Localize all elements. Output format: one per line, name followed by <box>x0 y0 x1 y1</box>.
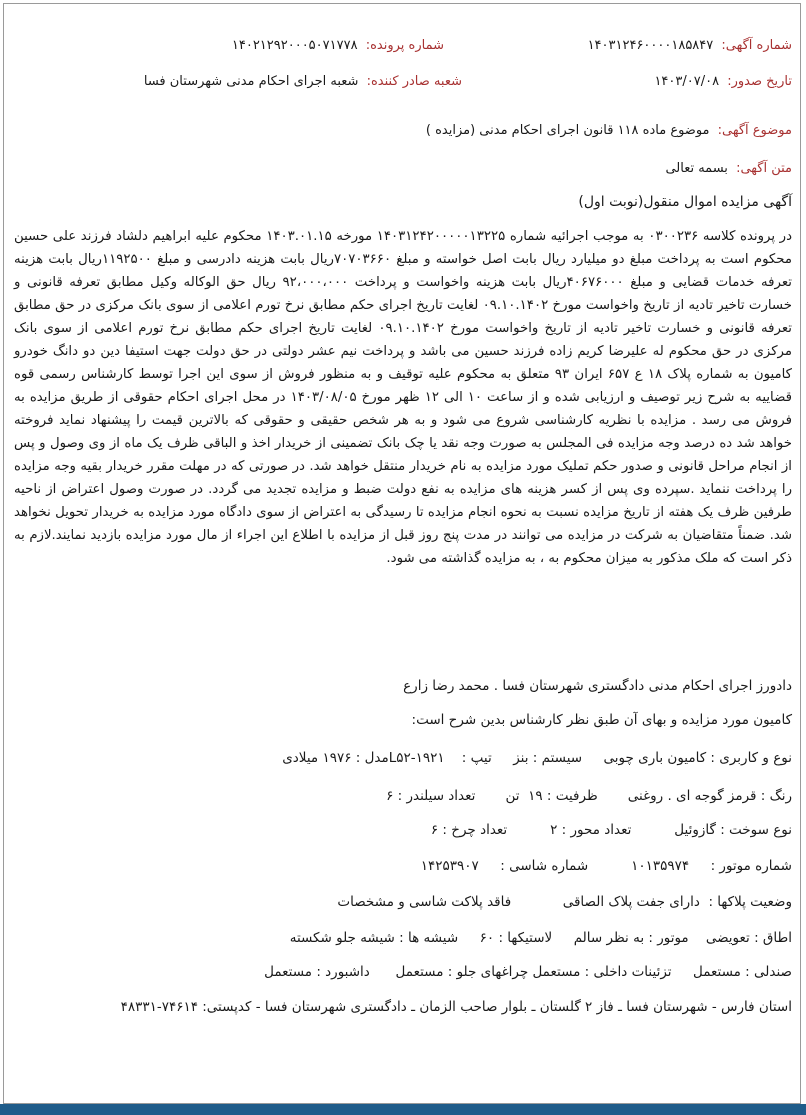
notice-number-label: شماره آگهی: <box>721 38 792 53</box>
issue-date-label: تاریخ صدور: <box>727 74 792 89</box>
case-number-value: ۱۴۰۲۱۲۹۲۰۰۰۵۰۷۱۷۷۸ <box>231 38 358 53</box>
notice-title: آگهی مزایده اموال منقول(نوبت اول) <box>578 194 792 210</box>
case-number <box>232 37 444 55</box>
spec-line: نوع و کاربری : کامیون باری چوبی سیستم : بنز تیپ : ۱۹۲۱-L۵۲مدل : ۱۹۷۶ میلادی <box>282 750 792 766</box>
subject-value: موضوع ماده ۱۱۸ قانون اجرای احکام مدنی (مزایده ) <box>425 123 710 138</box>
notice-text-header <box>665 160 792 178</box>
spec-line: وضعیت پلاکها : دارای جفت پلاک الصاقی فاقد پلاکت شاسی و مشخصات <box>337 894 792 910</box>
spec-line: نوع سوخت : گازوئیل تعداد محور : ۲ تعداد چرخ : ۶ <box>430 822 792 838</box>
bottom-bar <box>0 1104 806 1115</box>
notice-number <box>588 37 792 55</box>
spec-line: رنگ : قرمز گوجه ای . روغنی ظرفیت : ۱۹ تن تعداد سیلندر : ۶ <box>386 788 792 804</box>
issuer-label: شعبه صادر کننده: <box>366 74 462 89</box>
notice-body-paragraph: در پرونده کلاسه ۰۳۰۰۲۳۶ به موجب اجرائیه شماره ۱۴۰۳۱۲۴۲۰۰۰۰۰۱۳۲۲۵ مورخه ۱۴۰۳.۰۱.۱۵ محکوم علیه ابراهیم دلشاد فرزند علی حسین محکوم است به پرداخت مبلغ دو میلیارد ریال بابت اصل خواسته و مبلغ ۷۰۷۰۳۶۶۰ریال بابت هزینه دادرسی و مبلغ ۱۱۹۲۵۰۰ریال بابت هزینه تعرفه خدمات قضایی و مبلغ ۴۰۶۷۶۰۰۰ریال بابت هزینه واخواست و پرداخت ۹۲،۰۰۰،۰۰۰ ریال حق الوکاله وکیل مطابق تعرفه قانونی و خسارت تاخیر تادیه از تاریخ واخواست مورخ ۰۹.۱۰.۱۴۰۲ لغایت تاریخ اجرای حکم مطابق نرخ تورم اعلامی از سوی بانک مرکزی در حق مطابق تعرفه قانونی و خسارت تاخیر تادیه از تاریخ واخواست مورخ ۰۹.۱۰.۱۴۰۲ لغایت تاریخ اجرای حکم مطابق نرخ تورم اعلامی از سوی بانک مرکزی در حق محکوم له علیرضا کریم زاده فرزند حسین می باشد و پرداخت نیم عشر دولتی در حق دولت جهت استیفا دین دو دانگ خودرو کامیون به شماره پلاک ۱۸ ع ۶۵۷ ایران ۹۳ متعلق به محکوم علیه توقیف و به منظور فروش از سوی این اجرا توسط کارشناس رسمی قوه قضاییه به شرح زیر توصیف و ارزیابی شده و از ساعت ۱۰ الی ۱۲ ظهر مورخ ۱۴۰۳/۰۸/۰۵ در محل اجرای احکام حقوقی از طریق مزایده به فروش می رسد . مزایده با نظریه کارشناسی شروع می شود و به هر شخص حقیقی و حقوقی که بالاترین قیمت را پیشنهاد نماید فروخته خواهد شد ده درصد وجه مزایده فی المجلس به صورت وجه نقد یا چک بانک تضمینی از خریدار اخذ و الباقی ظرف یک ماه از وی وصول و پس از انجام مراحل قانونی و صدور حکم تملیک مورد مزایده به نام خریدار منتقل خواهد شد. در صورتی که در مهلت مقرر خریدار بقیه وجه مزایده را پرداخت ننماید .سپرده وی پس از کسر هزینه های مزایده به نفع دولت ضبط و مزایده تجدید می گردد. در صورت وصول اعتراض از ناحیه طرفین ظرف یک هفته از تاریخ مزایده نسبت به نحوه انجام مزایده تا رسیدگی به اعتراض از سوی دادگاه مورد مزایده به خریدار تحویل نخواهد شد. ضمناً متقاضیان به شرکت در مزایده می توانند در مدت پنج روز قبل از مزایده با اطلاع این اجراء از مال مورد مزایده بازدید نمایند.لازم به ذکر است که ملک مذکور به میزان محکوم به ، به مزایده گذاشته می شود. <box>14 229 792 566</box>
spec-line: صندلی : مستعمل تزئینات داخلی : مستعمل چراغهای جلو : مستعمل داشبورد : مستعمل <box>264 964 792 980</box>
issue-date-value: ۱۴۰۳/۰۷/۰۸ <box>654 74 720 89</box>
subject <box>426 122 792 140</box>
text-intro: بسمه تعالی <box>665 161 728 176</box>
spec-intro: کامیون مورد مزایده و بهای آن طبق نظر کارشناس بدین شرح است: <box>411 712 792 728</box>
text-label: متن آگهی: <box>736 161 792 176</box>
address: استان فارس - شهرستان فسا ـ فاز ۲ گلستان ـ بلوار صاحب الزمان ـ دادگستری شهرستان فسا - کدپستی: ۷۴۶۱۴-۴۸۳۳۱ <box>120 999 792 1015</box>
notice-number-value: ۱۴۰۳۱۲۴۶۰۰۰۰۱۸۵۸۴۷ <box>587 38 714 53</box>
issuer-value: شعبه اجرای احکام مدنی شهرستان فسا <box>143 74 359 89</box>
issue-date <box>654 73 792 91</box>
spec-line: اطاق : تعویضی موتور : به نظر سالم لاستیکها : ۶۰ شیشه ها : شیشه جلو شکسته <box>289 930 792 946</box>
issuer <box>144 73 462 91</box>
signature: دادورز اجرای احکام مدنی دادگستری شهرستان فسا . محمد رضا زارع <box>403 678 792 694</box>
subject-label: موضوع آگهی: <box>717 123 792 138</box>
spec-line: شماره موتور : ۱۰۱۳۵۹۷۴ شماره شاسی : ۱۴۲۵۳۹۰۷ <box>420 858 792 874</box>
case-number-label: شماره پرونده: <box>365 38 444 53</box>
